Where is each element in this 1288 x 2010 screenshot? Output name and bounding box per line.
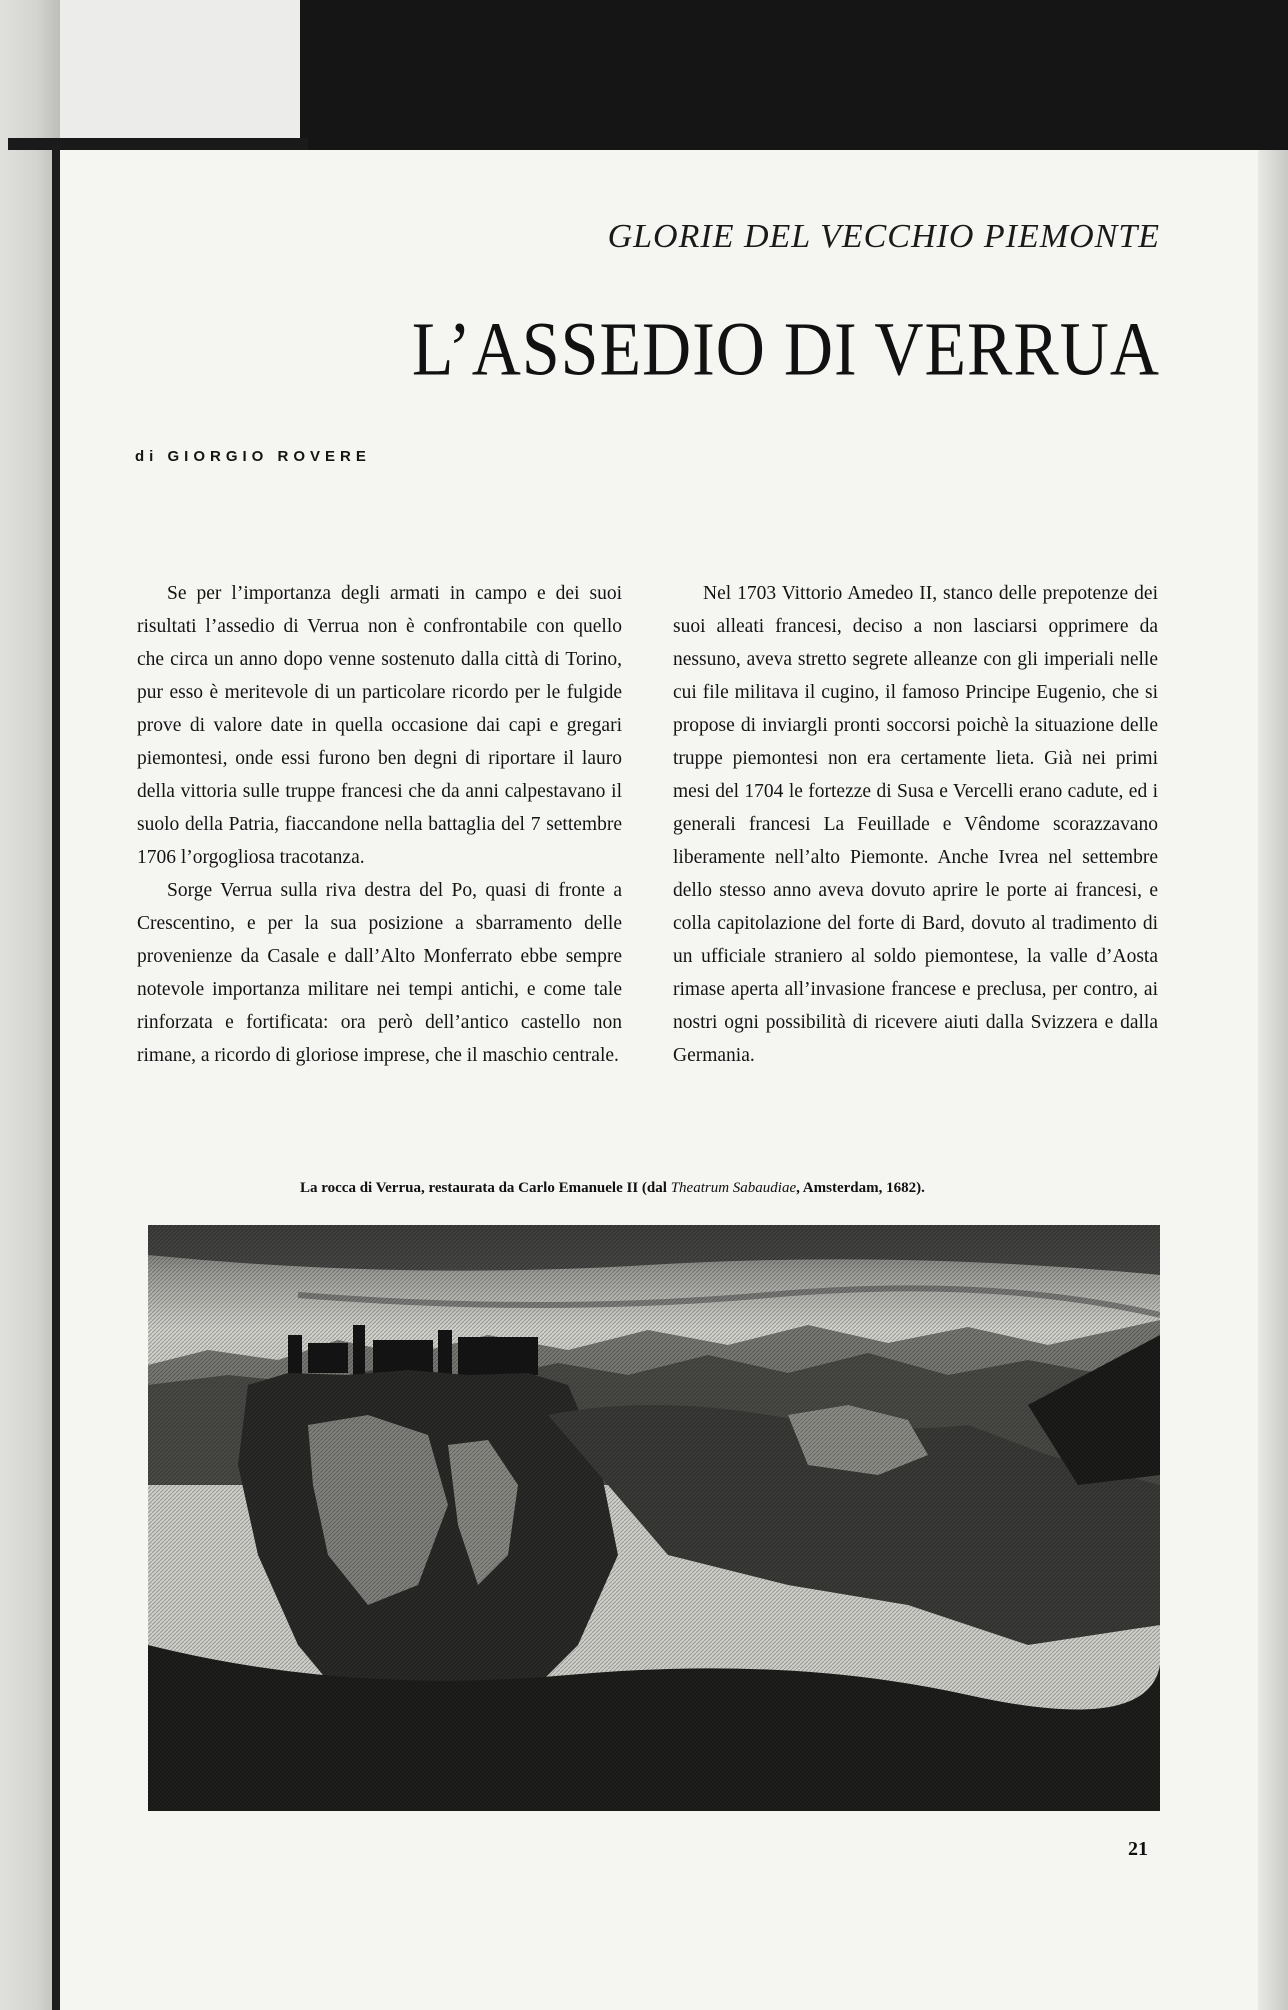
article-column-right (673, 577, 1158, 1072)
caption-end: , Amsterdam, 1682). (796, 1180, 925, 1196)
page-number: 21 (1128, 1838, 1148, 1860)
article-column-left (137, 577, 622, 1072)
author-byline: di GIORGIO ROVERE (135, 448, 371, 465)
article-title: L’ASSEDIO DI VERRUA (411, 306, 1160, 392)
paragraph: Sorge Verrua sulla riva destra del Po, quasi di fronte a Crescentino, e per la sua posizione a sbarramento delle provenienze da Casale e dall’Alto Monferrato ebbe sempre notevole importanza militare nei tempi antichi, e come tale rinforzata e fortificata: ora però dell’antico castello non rimane, a ricordo di gloriose imprese, che il maschio centrale. (137, 880, 622, 1066)
page-right-edge (1258, 150, 1288, 2010)
paragraph: Nel 1703 Vittorio Amedeo II, stanco delle prepotenze dei suoi alleati francesi, deciso a non lasciarsi opprimere da nessuno, aveva stretto segrete alleanze con gli imperiali nelle cui file militava il cugino, il famoso Principe Eugenio, che si propose di inviargli pronti soccorsi poichè la situazione delle truppe piemontesi non era certamente lieta. Già nei primi mesi del 1704 le fortezze di Susa e Vercelli erano cadute, ed i generali francesi La Feuillade e Vêndome scorazzavano liberamente nell’alto Piemonte. Anche Ivrea nel settembre dello stesso anno aveva dovuto aprire le porte ai francesi, e colla capitolazione del forte di Bard, dovuto al tradimento di un ufficiale straniero al soldo piemontese, la valle d’Aosta rimase aperta all’invasione francese e preclusa, per contro, ai nostri ogni possibilità di ricevere aiuti dalla Svizzera e dalla Germania. (673, 583, 1158, 1066)
series-title: GLORIE DEL VECCHIO PIEMONTE (607, 218, 1160, 255)
caption-text: La rocca di Verrua, restaurata da Carlo Emanuele II (dal (300, 1180, 671, 1196)
paragraph: Se per l’importanza degli armati in campo e dei suoi risultati l’assedio di Verrua non è confrontabile con quello che circa un anno dopo venne sostenuto dalla città di Torino, pur esso è meritevole di un particolare ricordo per le fulgide prove di valore date in quella occasione dai capi e gregari piemontesi, onde essi furono ben degni di riportare il lauro della vittoria sulle truppe francesi che da anni calpestavano il suolo della Patria, fiaccandone nella battaglia del 7 settembre 1706 l’orgogliosa tracotanza. (137, 583, 622, 868)
fortress-engraving-illustration (148, 1225, 1160, 1811)
page-edge-line (52, 145, 60, 2010)
caption-source: Theatrum Sabaudiae (670, 1180, 797, 1196)
engraving-image (148, 1225, 1160, 1811)
figure-caption (300, 1180, 925, 1197)
scan-margin (0, 0, 60, 2010)
scan-shadow-band (300, 0, 1288, 160)
